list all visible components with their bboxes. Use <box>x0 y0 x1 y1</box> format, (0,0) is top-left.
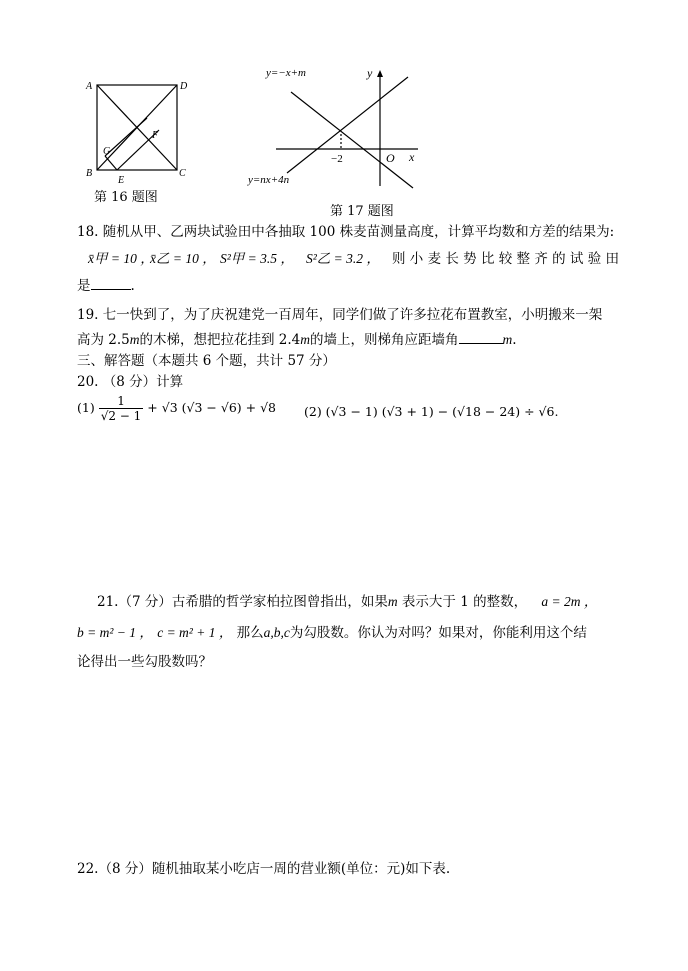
q20-p1-label: (1) <box>77 400 95 415</box>
q21-abc: a,b,c <box>263 625 290 640</box>
q20-p1-rest: + √3 (√3 − √6) + √8 <box>147 400 276 415</box>
line1-label: y=−x+m <box>266 67 306 79</box>
q20-part1 <box>77 394 276 423</box>
q18-var-jia: S²甲 = 3.5 ， <box>220 251 294 266</box>
q19-unit-2: m <box>300 332 311 347</box>
q21-b-expr: b = m² − 1 ， <box>77 625 153 640</box>
x-axis-label: x <box>409 150 415 164</box>
label-g: G <box>103 146 111 157</box>
line2-label: y=nx+4n <box>248 174 290 186</box>
q21-line2 <box>77 621 587 641</box>
q19-text-b: 的木梯，想把拉花挂到 2.4 <box>139 332 301 348</box>
q18-answer-blank[interactable] <box>91 289 131 290</box>
q19-answer-blank[interactable] <box>459 343 503 344</box>
q18-var-yi: S²乙 = 3.2 ， <box>306 251 380 266</box>
q20-p1-fraction <box>99 394 144 423</box>
label-d: D <box>180 81 188 92</box>
q20-p1-denominator: √2 − 1 <box>100 409 142 423</box>
origin-label: O <box>386 151 395 165</box>
q21-text-c: 为勾股数。你认为对吗？如果对，你能利用这个结 <box>289 625 587 641</box>
label-c: C <box>179 168 186 179</box>
q19-text-a: 高为 2.5 <box>77 332 130 348</box>
q20-title: 20. （8 分）计算 <box>77 374 184 390</box>
q19-line2 <box>77 328 517 348</box>
q18-line3-text: 是 <box>77 278 91 294</box>
label-a: A <box>86 81 93 92</box>
q18-mean-jia: x̄甲 = 10 ， <box>88 251 154 266</box>
figure-17-caption: 第 17 题图 <box>330 204 394 219</box>
q20-p1-numerator: 1 <box>99 394 144 409</box>
q22-line1: 22.（8 分）随机抽取某小吃店一周的营业额(单位：元)如下表. <box>77 861 451 877</box>
q21-text-then: 那么 <box>236 625 264 641</box>
figure-17-diagram <box>246 60 431 192</box>
q18-line1: 18. 随机从甲、乙两块试验田中各抽取 100 株麦苗测量高度，计算平均数和方差的结果为: <box>77 224 615 240</box>
q21-line1 <box>97 590 597 610</box>
q19-unit-1: m <box>129 332 140 347</box>
label-e: E <box>118 175 125 186</box>
q18-mean-yi: x̄乙 = 10 ， <box>150 251 216 266</box>
figure-16-diagram <box>80 76 200 192</box>
q21-text-b: 表示大于 1 的整数， <box>401 594 528 610</box>
q21-m: m <box>387 594 398 609</box>
q18-line3 <box>77 274 135 294</box>
section-3-heading: 三、解答题（本题共 6 个题，共计 57 分） <box>77 353 336 369</box>
q21-a-expr: a = 2m ， <box>541 594 598 609</box>
q19-text-c: 的墙上，则梯角应距墙角 <box>310 332 459 348</box>
q19-end: . <box>512 332 517 348</box>
tick-label: −2 <box>331 153 343 165</box>
q18-tail: 则 小 麦 长 势 比 较 整 齐 的 试 验 田 <box>392 251 619 267</box>
q20-part2: (2) (√3 − 1) (√3 + 1) − (√18 − 24) ÷ √6. <box>304 404 559 419</box>
q21-line3: 论得出一些勾股数吗？ <box>77 654 212 670</box>
y-axis-label: y <box>367 66 373 80</box>
label-b: B <box>86 168 93 179</box>
figure-16-caption: 第 16 题图 <box>94 190 158 205</box>
q18-end: . <box>130 278 135 294</box>
q21-text-a: 21.（7 分）古希腊的哲学家柏拉图曾指出，如果 <box>97 594 388 610</box>
q19-unit-3: m <box>502 332 513 347</box>
label-f: F <box>152 130 159 141</box>
q19-line1: 19. 七一快到了，为了庆祝建党一百周年，同学们做了许多拉花布置教室，小明搬来一架 <box>77 307 603 323</box>
q21-c-expr: c = m² + 1 ， <box>157 625 233 640</box>
